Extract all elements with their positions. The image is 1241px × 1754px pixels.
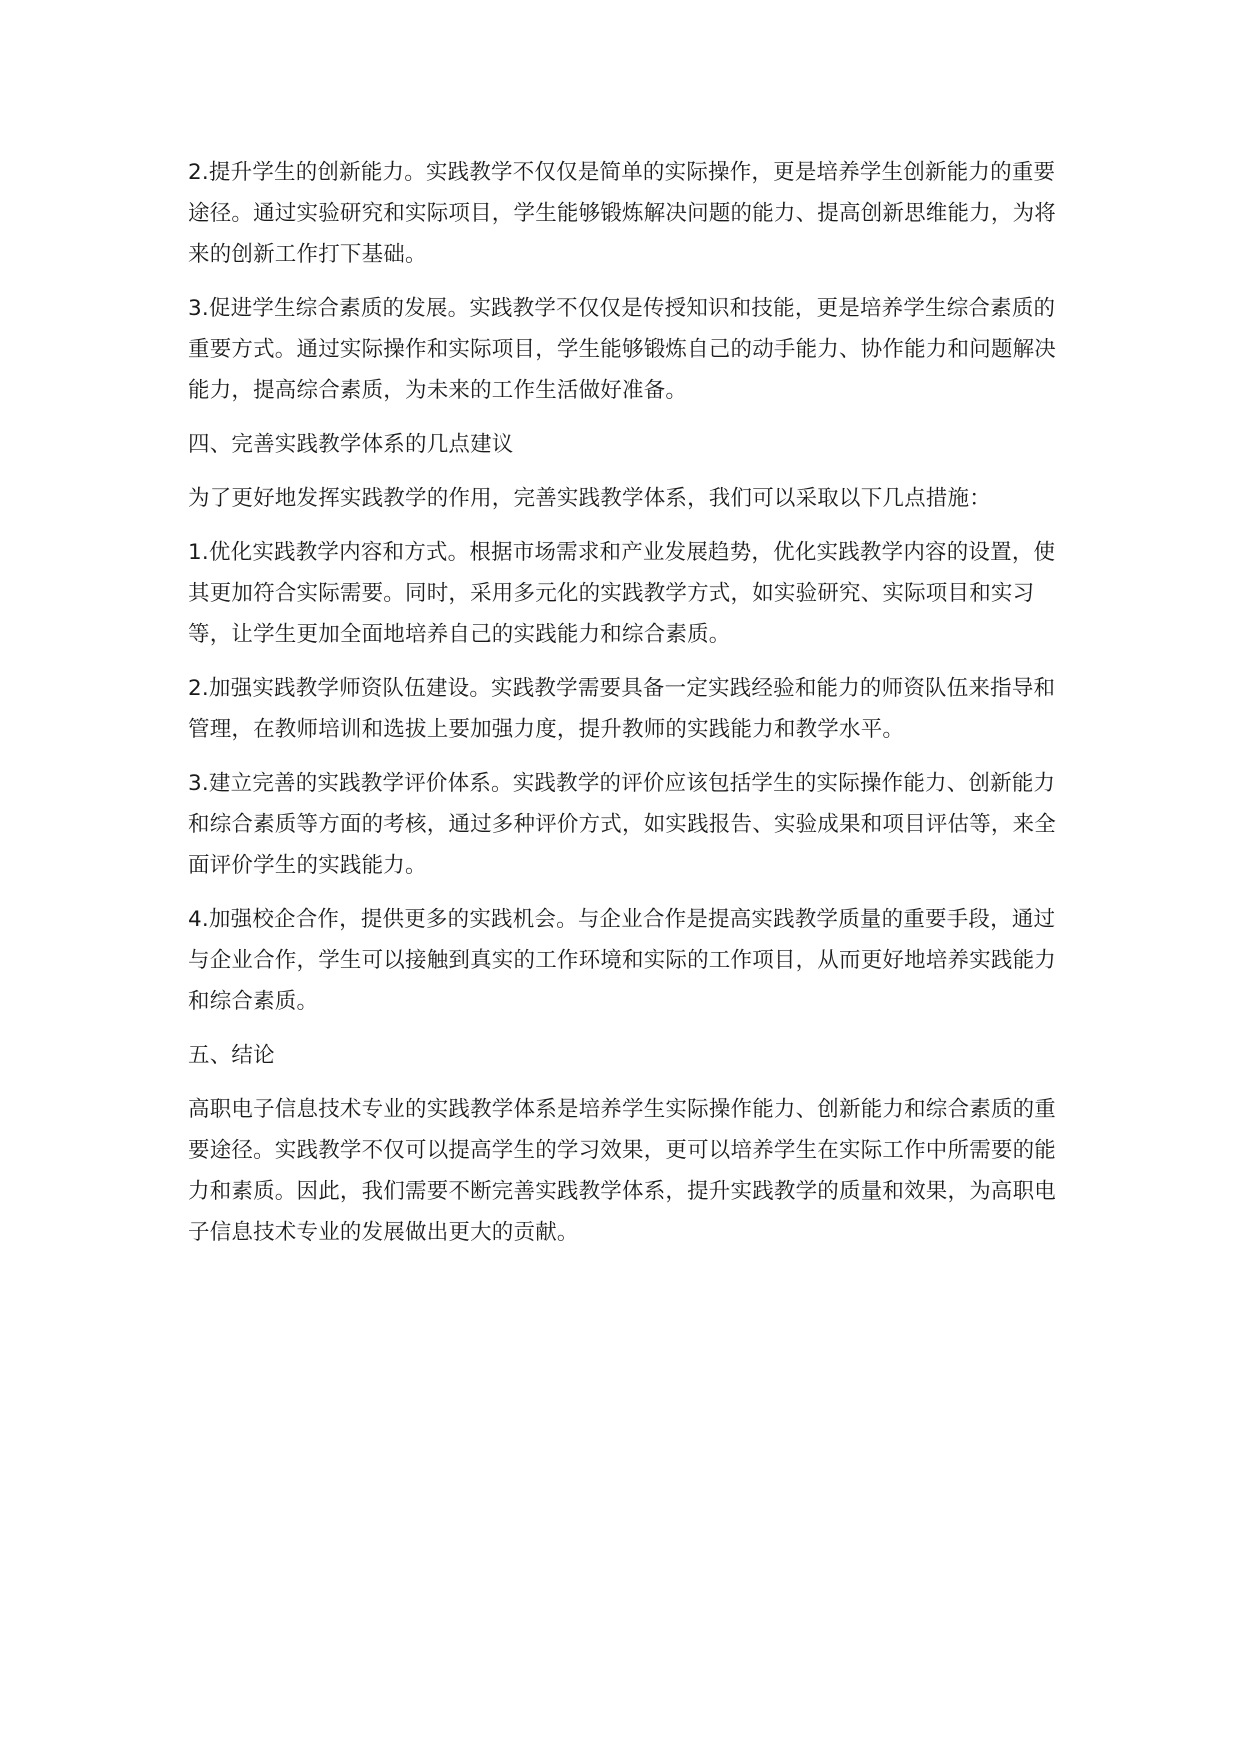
paragraph-comprehensive-quality: 3.促进学生综合素质的发展。实践教学不仅仅是传授知识和技能，更是培养学生综合素质的重要方式。通过实际操作和实际项目，学生能够锻炼自己的动手能力、协作能力和问题解决能力，提高综合素质，为未来的工作生活做好准备。: [188, 296, 1057, 403]
paragraph-optimize-content: 1.优化实践教学内容和方式。根据市场需求和产业发展趋势，优化实践教学内容的设置，使其更加符合实际需要。同时，采用多元化的实践教学方式，如实验研究、实际项目和实习等，让学生更加全面地培养自己的实践能力和综合素质。: [188, 540, 1056, 647]
paragraph-conclusion: 高职电子信息技术专业的实践教学体系是培养学生实际操作能力、创新能力和综合素质的重要途径。实践教学不仅可以提高学生的学习效果，更可以培养学生在实际工作中所需要的能力和素质。因此，我们需要不断完善实践教学体系，提升实践教学的质量和效果，为高职电子信息技术专业的发展做出更大的贡献。: [188, 1097, 1057, 1245]
section-heading-conclusion: 五、结论: [188, 1043, 275, 1068]
paragraph-measures-intro: 为了更好地发挥实践教学的作用，完善实践教学体系，我们可以采取以下几点措施：: [188, 486, 991, 511]
paragraph-evaluation-system: 3.建立完善的实践教学评价体系。实践教学的评价应该包括学生的实际操作能力、创新能力和综合素质等方面的考核，通过多种评价方式，如实践报告、实验成果和项目评估等，来全面评价学生的实践能力。: [188, 771, 1057, 878]
document-body: [188, 152, 1068, 1266]
paragraph-teacher-team: 2.加强实践教学师资队伍建设。实践教学需要具备一定实践经验和能力的师资队伍来指导和管理，在教师培训和选拔上要加强力度，提升教师的实践能力和教学水平。: [188, 676, 1056, 742]
paragraph-innovation-ability: 2.提升学生的创新能力。实践教学不仅仅是简单的实际操作，更是培养学生创新能力的重要途径。通过实验研究和实际项目，学生能够锻炼解决问题的能力、提高创新思维能力，为将来的创新工作打下基础。: [188, 160, 1057, 267]
section-heading-suggestions: 四、完善实践教学体系的几点建议: [188, 432, 514, 457]
paragraph-school-enterprise: 4.加强校企合作，提供更多的实践机会。与企业合作是提高实践教学质量的重要手段，通过与企业合作，学生可以接触到真实的工作环境和实际的工作项目，从而更好地培养实践能力和综合素质。: [188, 907, 1057, 1014]
